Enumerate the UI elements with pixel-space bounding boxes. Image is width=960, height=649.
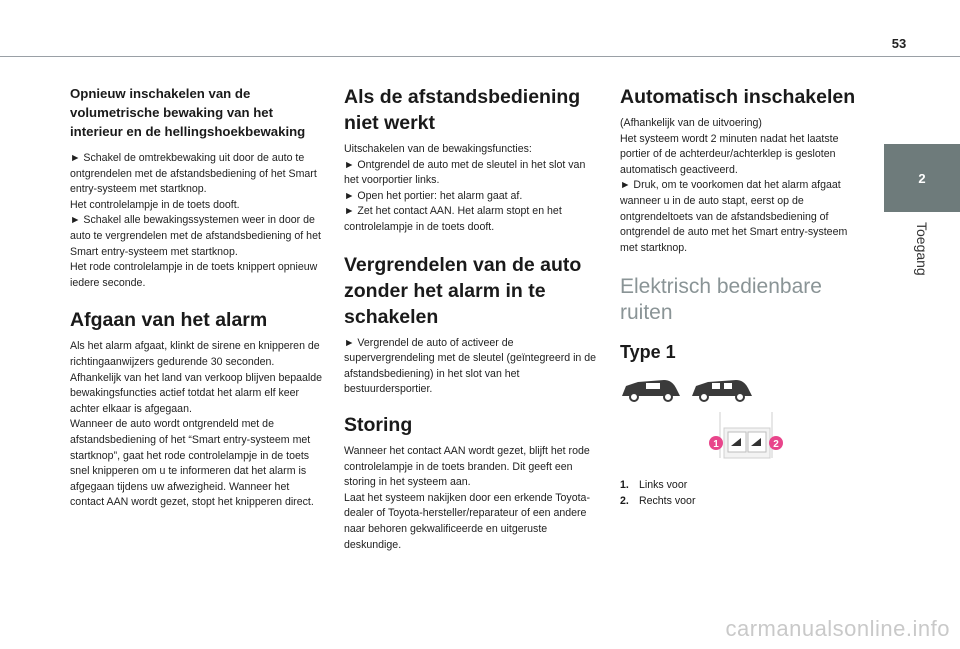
paragraph: ► Zet het contact AAN. Het alarm stopt en het controlelampje in de toets dooft. xyxy=(344,205,562,233)
callout-1-label: 1 xyxy=(713,439,719,451)
window-switch-diagram xyxy=(620,374,864,470)
paragraph: Laat het systeem nakijken door een erkende Toyota-dealer of Toyota-hersteller/reparateur of een andere naar behoren gekwalificeerde en uitgeruste deskundige. xyxy=(344,491,590,551)
heading-type-1: Type 1 xyxy=(620,342,676,363)
paragraph: (Afhankelijk van de uitvoering) xyxy=(620,117,762,129)
section-alarm-triggered-text xyxy=(70,339,326,511)
van-icon xyxy=(622,380,680,401)
van-icon xyxy=(692,380,752,401)
paragraph: Afhankelijk van het land van verkoop blijven bepaalde bewakingsfuncties actief totdat het alarm elf keer achter elkaar is afgegaan. xyxy=(70,371,323,415)
heading-malfunction: Storing xyxy=(344,413,413,436)
paragraph: ► Schakel de omtrekbewaking uit door de auto te ontgrendelen met de afstandsbediening of het Smart entry-systeem met startknop. xyxy=(70,152,317,196)
paragraph: ► Schakel alle bewakingssystemen weer in door de auto te vergrendelen met de afstandsbediening of het Smart entry-systeem met startknop. xyxy=(70,214,321,258)
heading-remote-not-working: Als de afstandsbediening niet werkt xyxy=(344,86,581,134)
window-switch-right-icon xyxy=(748,432,766,452)
chapter-tab[interactable]: 2 xyxy=(884,144,960,212)
legend-text: Links voor xyxy=(638,479,688,492)
section-lock-without-alarm-text xyxy=(344,336,602,398)
diagram-legend xyxy=(620,478,864,509)
column-left xyxy=(70,84,326,523)
window-switch-illustration xyxy=(620,374,864,470)
header-divider xyxy=(0,56,960,57)
callout-2-label: 2 xyxy=(773,439,779,451)
page-number: 53 xyxy=(891,36,907,51)
window-switch-left-icon xyxy=(728,432,746,452)
paragraph: Het systeem wordt 2 minuten nadat het laatste portier of de achterdeur/achterklep is gesloten automatisch geactiveerd. xyxy=(620,132,839,176)
legend-item xyxy=(620,494,864,510)
legend-number: 2. xyxy=(620,494,629,507)
column-right xyxy=(620,84,864,510)
heading-auto-activation: Automatisch inschakelen xyxy=(620,86,856,108)
paragraph: Uitschakelen van de bewakingsfuncties: xyxy=(344,143,532,155)
legend-item xyxy=(620,478,864,494)
heading-power-windows: Elektrisch bedienbare ruiten xyxy=(620,275,822,325)
section-malfunction-text xyxy=(344,444,602,553)
section-remote-not-working-text xyxy=(344,142,602,236)
section-reactivation-text xyxy=(70,151,326,291)
chapter-label-text: Toegang xyxy=(914,222,930,276)
paragraph: ► Druk, om te voorkomen dat het alarm afgaat wanneer u in de auto stapt, eerst op de ontgrendeltoets van de afstandsbediening of ontgrendel de auto met het Smart entry-systeem met startknop. xyxy=(620,179,848,254)
heading-alarm-triggered: Afgaan van het alarm xyxy=(70,309,268,332)
chapter-label xyxy=(884,212,960,352)
paragraph: Het rode controlelampje in de toets knippert opnieuw iedere seconde. xyxy=(70,261,318,289)
paragraph: Als het alarm afgaat, klinkt de sirene en knipperen de richtingaanwijzers gedurende 30 seconden. xyxy=(70,340,320,368)
section-auto-activation-text xyxy=(620,116,864,256)
watermark-credit: carmanualsonline.info xyxy=(725,616,950,641)
paragraph: ► Ontgrendel de auto met de sleutel in het slot van het voorportier links. xyxy=(344,158,586,187)
legend-number: 1. xyxy=(620,479,629,492)
paragraph: ► Open het portier: het alarm gaat af. xyxy=(344,189,523,202)
column-middle xyxy=(344,84,602,565)
heading-lock-without-alarm: Vergrendelen van de auto zonder het alarm in te schakelen xyxy=(344,253,582,328)
legend-text: Rechts voor xyxy=(638,494,696,507)
paragraph: Wanneer het contact AAN wordt gezet, blijft het rode controlelampje in de toets branden. Dit geeft een storing in het systeem aan. xyxy=(344,444,590,489)
paragraph: Het controlelampje in de toets dooft. xyxy=(70,198,240,211)
paragraph: Wanneer de auto wordt ontgrendeld met de afstandsbediening of het “Smart entry-systeem met startknop”, gaat het rode controlelampje in de toets snel knipperen om u te informeren dat het alarm is afgegaan tijdens uw afwezigheid. Wanneer het contact AAN wordt gezet, stopt het knipperen direct. xyxy=(70,418,314,509)
heading-reactivation: Opnieuw inschakelen van de volumetrische bewaking van het interieur en de hellingshoekbewaking xyxy=(70,86,306,139)
paragraph: ► Vergrendel de auto of activeer de supervergrendeling met de sleutel (geïntegreerd in de afstandsbediening) in het slot van het bestuurdersportier. xyxy=(344,336,597,396)
